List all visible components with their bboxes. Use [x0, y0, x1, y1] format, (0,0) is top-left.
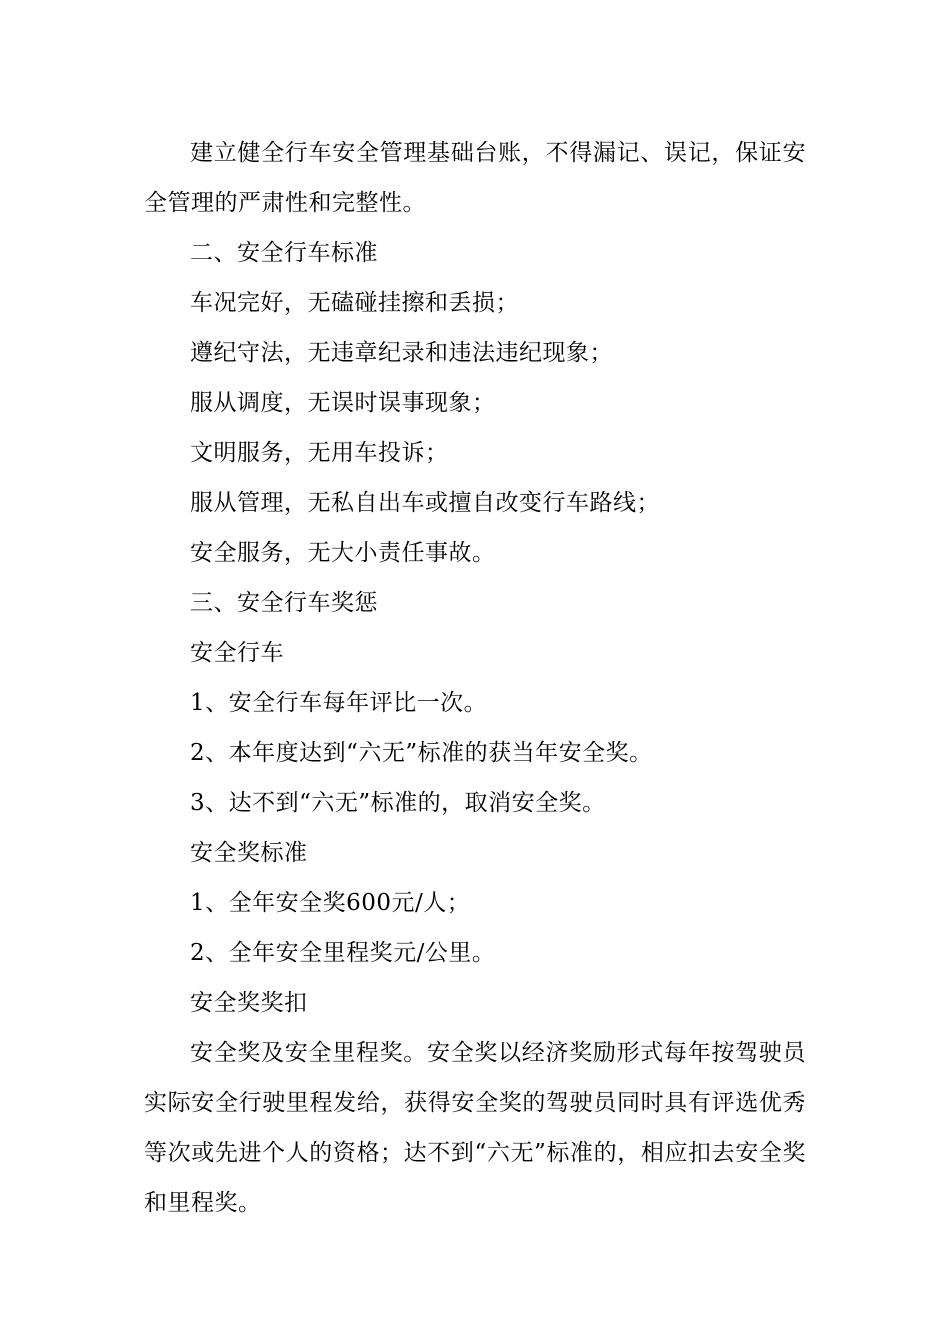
award-annual-amount: 1、全年安全奖600元/人；: [190, 890, 471, 916]
rule-award-cancellation: 3、达不到“六无”标准的，取消安全奖。: [190, 790, 606, 816]
subheading-award-standard: 安全奖标准: [190, 840, 308, 866]
standard-dispatch: 服从调度，无误时误事现象；: [190, 390, 496, 416]
rule-award-qualification: 2、本年度达到“六无”标准的获当年安全奖。: [190, 740, 653, 766]
paragraph-ledger: 建立健全行车安全管理基础台账，不得漏记、误记，保证安全管理的严肃性和完整性。: [144, 140, 806, 216]
standard-service: 文明服务，无用车投诉；: [190, 440, 449, 466]
standard-management: 服从管理，无私自出车或擅自改变行车路线；: [190, 490, 660, 516]
standard-law-abiding: 遵纪守法，无违章纪录和违法违纪现象；: [190, 340, 613, 366]
subheading-award-deduction: 安全奖奖扣: [190, 990, 308, 1016]
standard-vehicle-condition: 车况完好，无磕碰挂擦和丢损；: [190, 290, 519, 316]
subheading-safe-driving: 安全行车: [190, 640, 284, 666]
heading-rewards-penalties: 三、安全行车奖惩: [190, 590, 378, 616]
document-body: [144, 128, 806, 1228]
rule-annual-review: 1、安全行车每年评比一次。: [190, 690, 488, 716]
standard-no-accidents: 安全服务，无大小责任事故。: [190, 540, 496, 566]
paragraph-award-deduction: 安全奖及安全里程奖。安全奖以经济奖励形式每年按驾驶员实际安全行驶里程发给，获得安全奖的驾驶员同时具有评选优秀等次或先进个人的资格；达不到“六无”标准的，相应扣去安全奖和里程奖。: [144, 1040, 806, 1216]
heading-safe-driving-standards: 二、安全行车标准: [190, 240, 378, 266]
award-mileage-amount: 2、全年安全里程奖元/公里。: [190, 940, 496, 966]
